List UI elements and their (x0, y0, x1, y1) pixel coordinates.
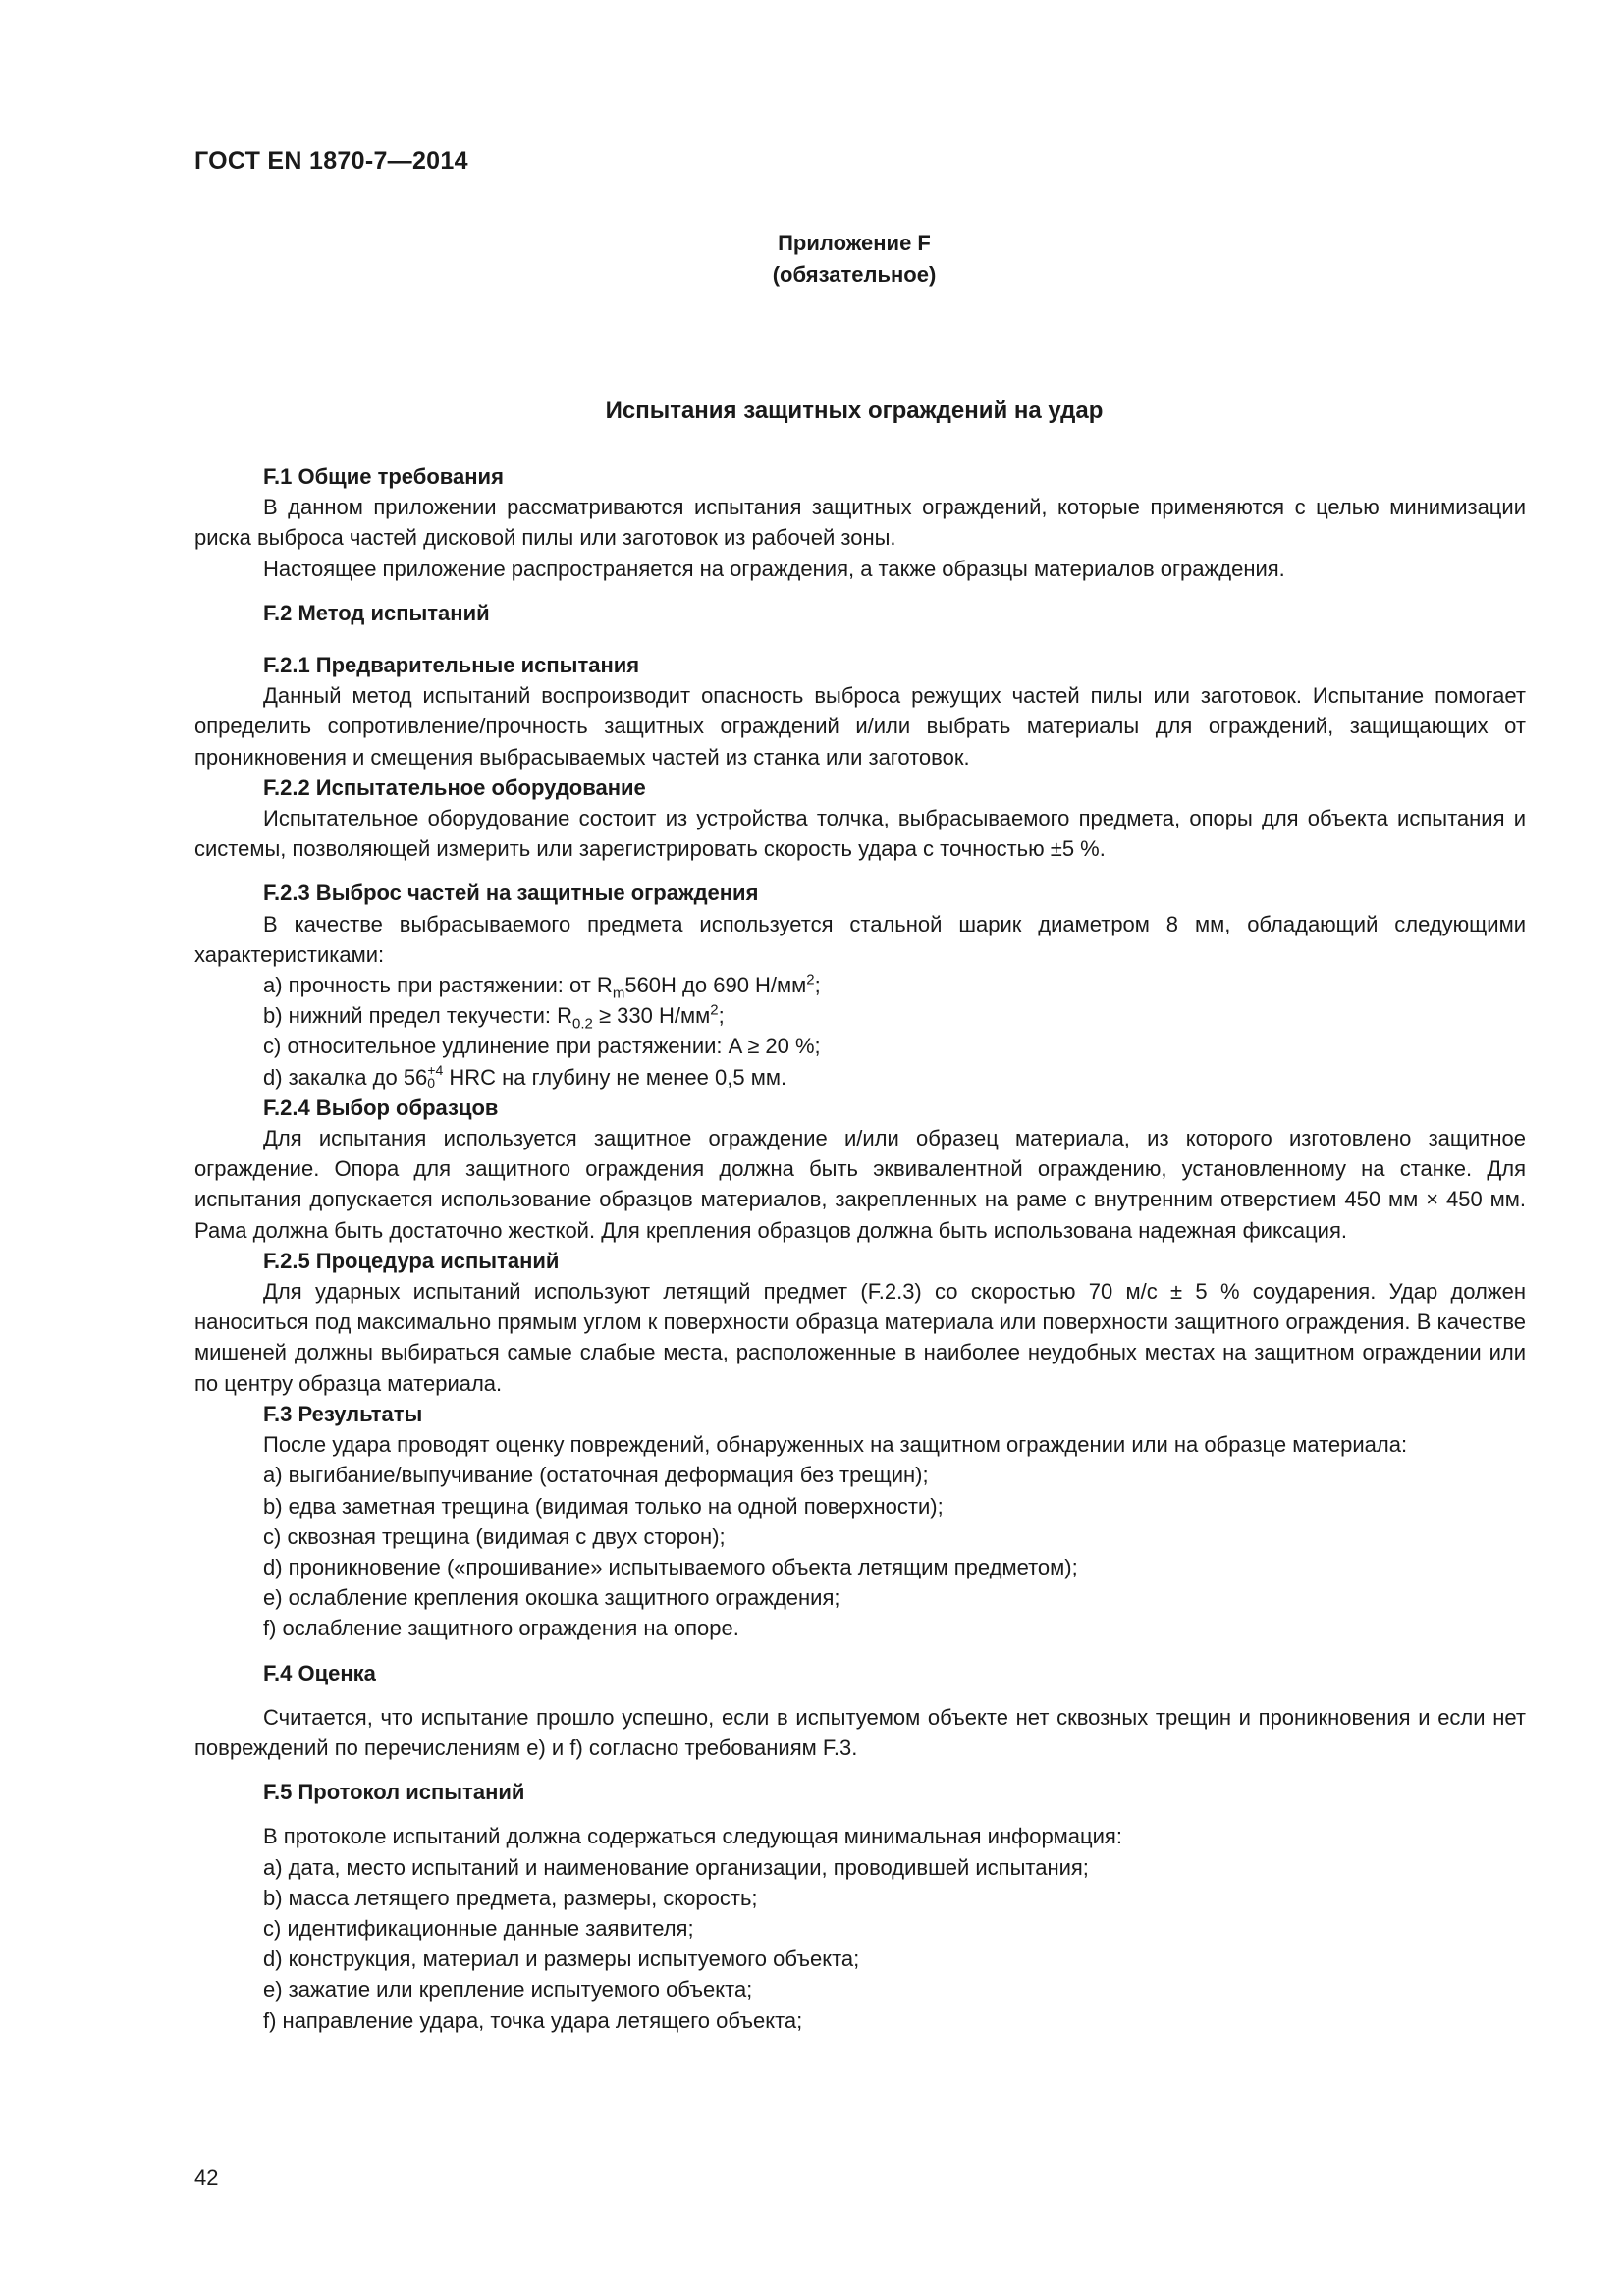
list-item: e) ослабление крепления окошка защитного ограждения; (263, 1585, 840, 1611)
section-heading-f1: F.1 Общие требования (263, 464, 504, 489)
list-item: e) зажатие или крепление испытуемого объекта; (263, 1977, 753, 2002)
page-number: 42 (194, 2165, 219, 2190)
section-heading-f23: F.2.3 Выброс частей на защитные ограждения (263, 881, 759, 906)
list-item: a) выгибание/выпучивание (остаточная деформация без трещин); (263, 1463, 929, 1488)
list-item: b) нижний предел текучести: $R_{0.2} \ge 330$ $Н/мм^2$; (263, 1001, 725, 1033)
paragraph: Испытательное оборудование состоит из устройства толчка, выбрасываемого предмета, опоры для объекта испытания и системы, позволяющей измерить или зарегистрировать скорость удара с точностью ±5 %. (194, 806, 1526, 862)
list-item: d) конструкция, материал и размеры испытуемого объекта; (263, 1947, 860, 1972)
appendix-title: Испытания защитных ограждений на удар (605, 398, 1104, 424)
paragraph: После удара проводят оценку повреждений, обнаруженных на защитном ограждении или на образце материала: (263, 1432, 1408, 1458)
list-item: a) прочность при растяжении: от $R_m560Н$ до 690 $Н/мм^2$; (263, 971, 821, 1002)
list-item: f) ослабление защитного ограждения на опоре. (263, 1616, 739, 1641)
paragraph: Для ударных испытаний используют летящий предмет (F.2.3) со скоростью 70 м/с ± 5 % соударения. Удар должен наноситься под максимально прямым углом к поверхности образца материала или поверхности защитного ограждения. В качестве мишеней должны выбираться самые слабые места, расположенные в наиболее неудобных местах на защитном ограждении или по центру образца материала. (194, 1279, 1526, 1396)
paragraph: В качестве выбрасываемого предмета используется стальной шарик диаметром 8 мм, обладающий следующими характеристиками: (194, 911, 1526, 967)
list-item: b) масса летящего предмета, размеры, скорость; (263, 1885, 758, 1910)
paragraph: В протоколе испытаний должна содержаться следующая минимальная информация: (263, 1824, 1122, 1849)
section-heading-f2: F.2 Метод испытаний (263, 600, 490, 625)
list-item: c) сквозная трещина (видимая с двух сторон); (263, 1523, 726, 1549)
section-heading-f5: F.5 Протокол испытаний (263, 1780, 525, 1805)
appendix-label: Приложение F (778, 231, 931, 255)
tolerance-supsub: +4 0 (427, 1061, 444, 1091)
section-heading-f4: F.4 Оценка (263, 1660, 376, 1685)
list-item: d) проникновение («прошивание» испытываемого объекта летящим предметом); (263, 1554, 1078, 1579)
paragraph: Данный метод испытаний воспроизводит опасность выброса режущих частей пилы или заготовок. Испытание помогает определить сопротивление/прочность защитных ограждений и/или выбрать материалы для ограждений, защищающих от проникновения и смещения выбрасываемых частей из станка или заготовок. (194, 683, 1526, 770)
list-item: a) дата, место испытаний и наименование организации, проводившей испытания; (263, 1854, 1089, 1880)
section-heading-f25: F.2.5 Процедура испытаний (263, 1248, 560, 1273)
document-body (194, 461, 1526, 2036)
section-heading-f24: F.2.4 Выбор образцов (263, 1095, 499, 1120)
paragraph: В данном приложении рассматриваются испытания защитных ограждений, которые применяются с целью минимизации риска выброса частей дисковой пилы или заготовок из рабочей зоны. (194, 495, 1526, 551)
appendix-heading (0, 228, 1624, 291)
list-item: c) относительное удлинение при растяжении: A ≥ 20 %; (263, 1034, 821, 1059)
appendix-status: (обязательное) (772, 262, 937, 287)
section-heading-f21: F.2.1 Предварительные испытания (263, 653, 640, 678)
paragraph: Для испытания используется защитное ограждение и/или образец материала, из которого изготовлено защитное ограждение. Опора для защитного ограждения должна быть эквивалентной ограждению, установленному на станке. Для испытания допускается использование образцов материалов, закрепленных на раме с внутренним отверстием 450 мм × 450 мм. Рама должна быть достаточно жесткой. Для крепления образцов должна быть использована надежная фиксация. (194, 1126, 1526, 1243)
section-heading-f3: F.3 Результаты (263, 1401, 423, 1426)
document-code-header: ГОСТ EN 1870-7—2014 (194, 147, 468, 175)
section-heading-f22: F.2.2 Испытательное оборудование (263, 774, 646, 800)
list-item: f) направление удара, точка удара летящего объекта; (263, 2007, 803, 2033)
list-item: c) идентификационные данные заявителя; (263, 1915, 694, 1941)
paragraph: Настоящее приложение распространяется на ограждения, а также образцы материалов ограждения. (263, 556, 1285, 581)
list-item: d) закалка до 56 +4 0 HRC на глубину не менее 0,5 мм. (263, 1061, 787, 1091)
paragraph: Считается, что испытание прошло успешно, если в испытуемом объекте нет сквозных трещин и проникновения и если нет повреждений по перечислениям e) и f) согласно требованиям F.3. (194, 1704, 1526, 1760)
list-item: b) едва заметная трещина (видимая только на одной поверхности); (263, 1493, 944, 1519)
